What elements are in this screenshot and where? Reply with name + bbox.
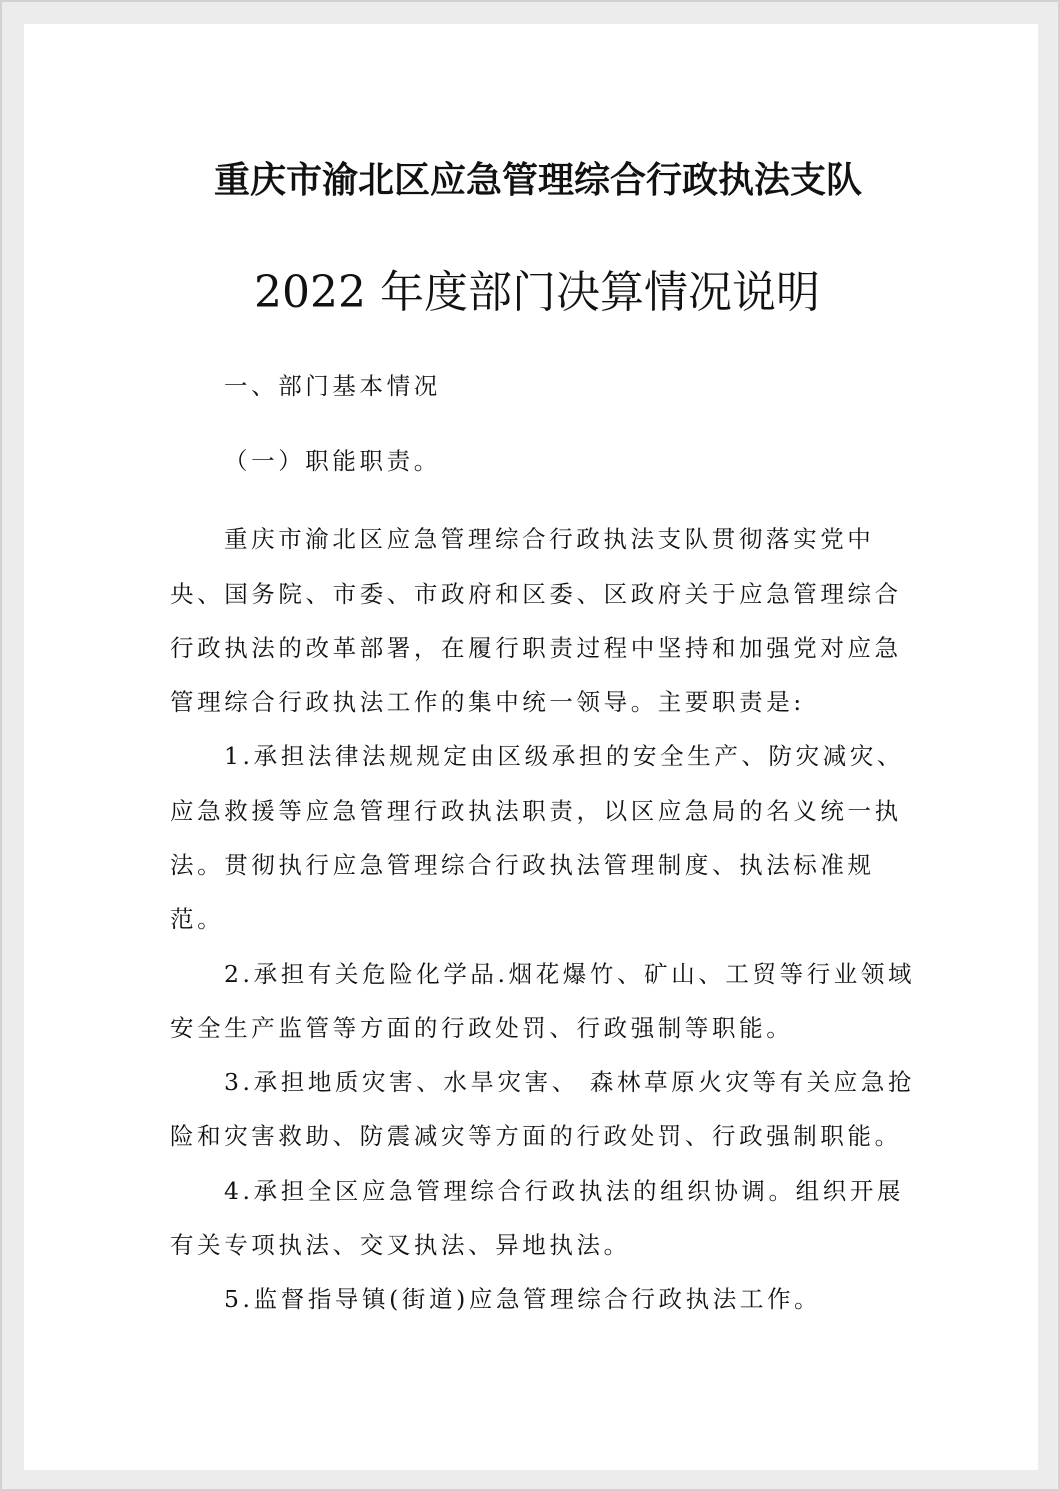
subsection-heading: （一）职能职责。	[224, 447, 441, 475]
paragraph-line: 重庆市渝北区应急管理综合行政执法支队贯彻落实党中	[224, 525, 875, 553]
document-page	[24, 24, 1038, 1470]
list-item: 3.承担地质灾害、水旱灾害、 森林草原火灾等有关应急抢	[224, 1068, 916, 1096]
list-item: 4.承担全区应急管理综合行政执法的组织协调。组织开展	[224, 1177, 905, 1205]
section-heading: 一、部门基本情况	[224, 372, 441, 400]
document-title-line2: 2022 年度部门决算情况说明	[254, 267, 820, 318]
paragraph-line: 险和灾害救助、防震减灾等方面的行政处罚、行政强制职能。	[170, 1122, 902, 1150]
list-item: 2.承担有关危险化学品.烟花爆竹、矿山、工贸等行业领域	[224, 960, 916, 988]
paragraph-line: 央、国务院、市委、市政府和区委、区政府关于应急管理综合	[170, 580, 902, 608]
paragraph-line: 范。	[170, 905, 225, 933]
paragraph-line: 管理综合行政执法工作的集中统一领导。主要职责是:	[170, 688, 805, 716]
list-item: 1.承担法律法规规定由区级承担的安全生产、防灾减灾、	[224, 742, 905, 770]
list-item: 5.监督指导镇(街道)应急管理综合行政执法工作。	[224, 1285, 822, 1313]
paragraph-line: 行政执法的改革部署，在履行职责过程中坚持和加强党对应急	[170, 634, 902, 662]
paragraph-line: 应急救援等应急管理行政执法职责，以区应急局的名义统一执	[170, 797, 902, 825]
paragraph-line: 有关专项执法、交叉执法、异地执法。	[170, 1231, 631, 1259]
document-title-line1: 重庆市渝北区应急管理综合行政执法支队	[213, 160, 862, 201]
paragraph-line: 法。贯彻执行应急管理综合行政执法管理制度、执法标准规	[170, 851, 875, 879]
paragraph-line: 安全生产监管等方面的行政处罚、行政强制等职能。	[170, 1014, 794, 1042]
